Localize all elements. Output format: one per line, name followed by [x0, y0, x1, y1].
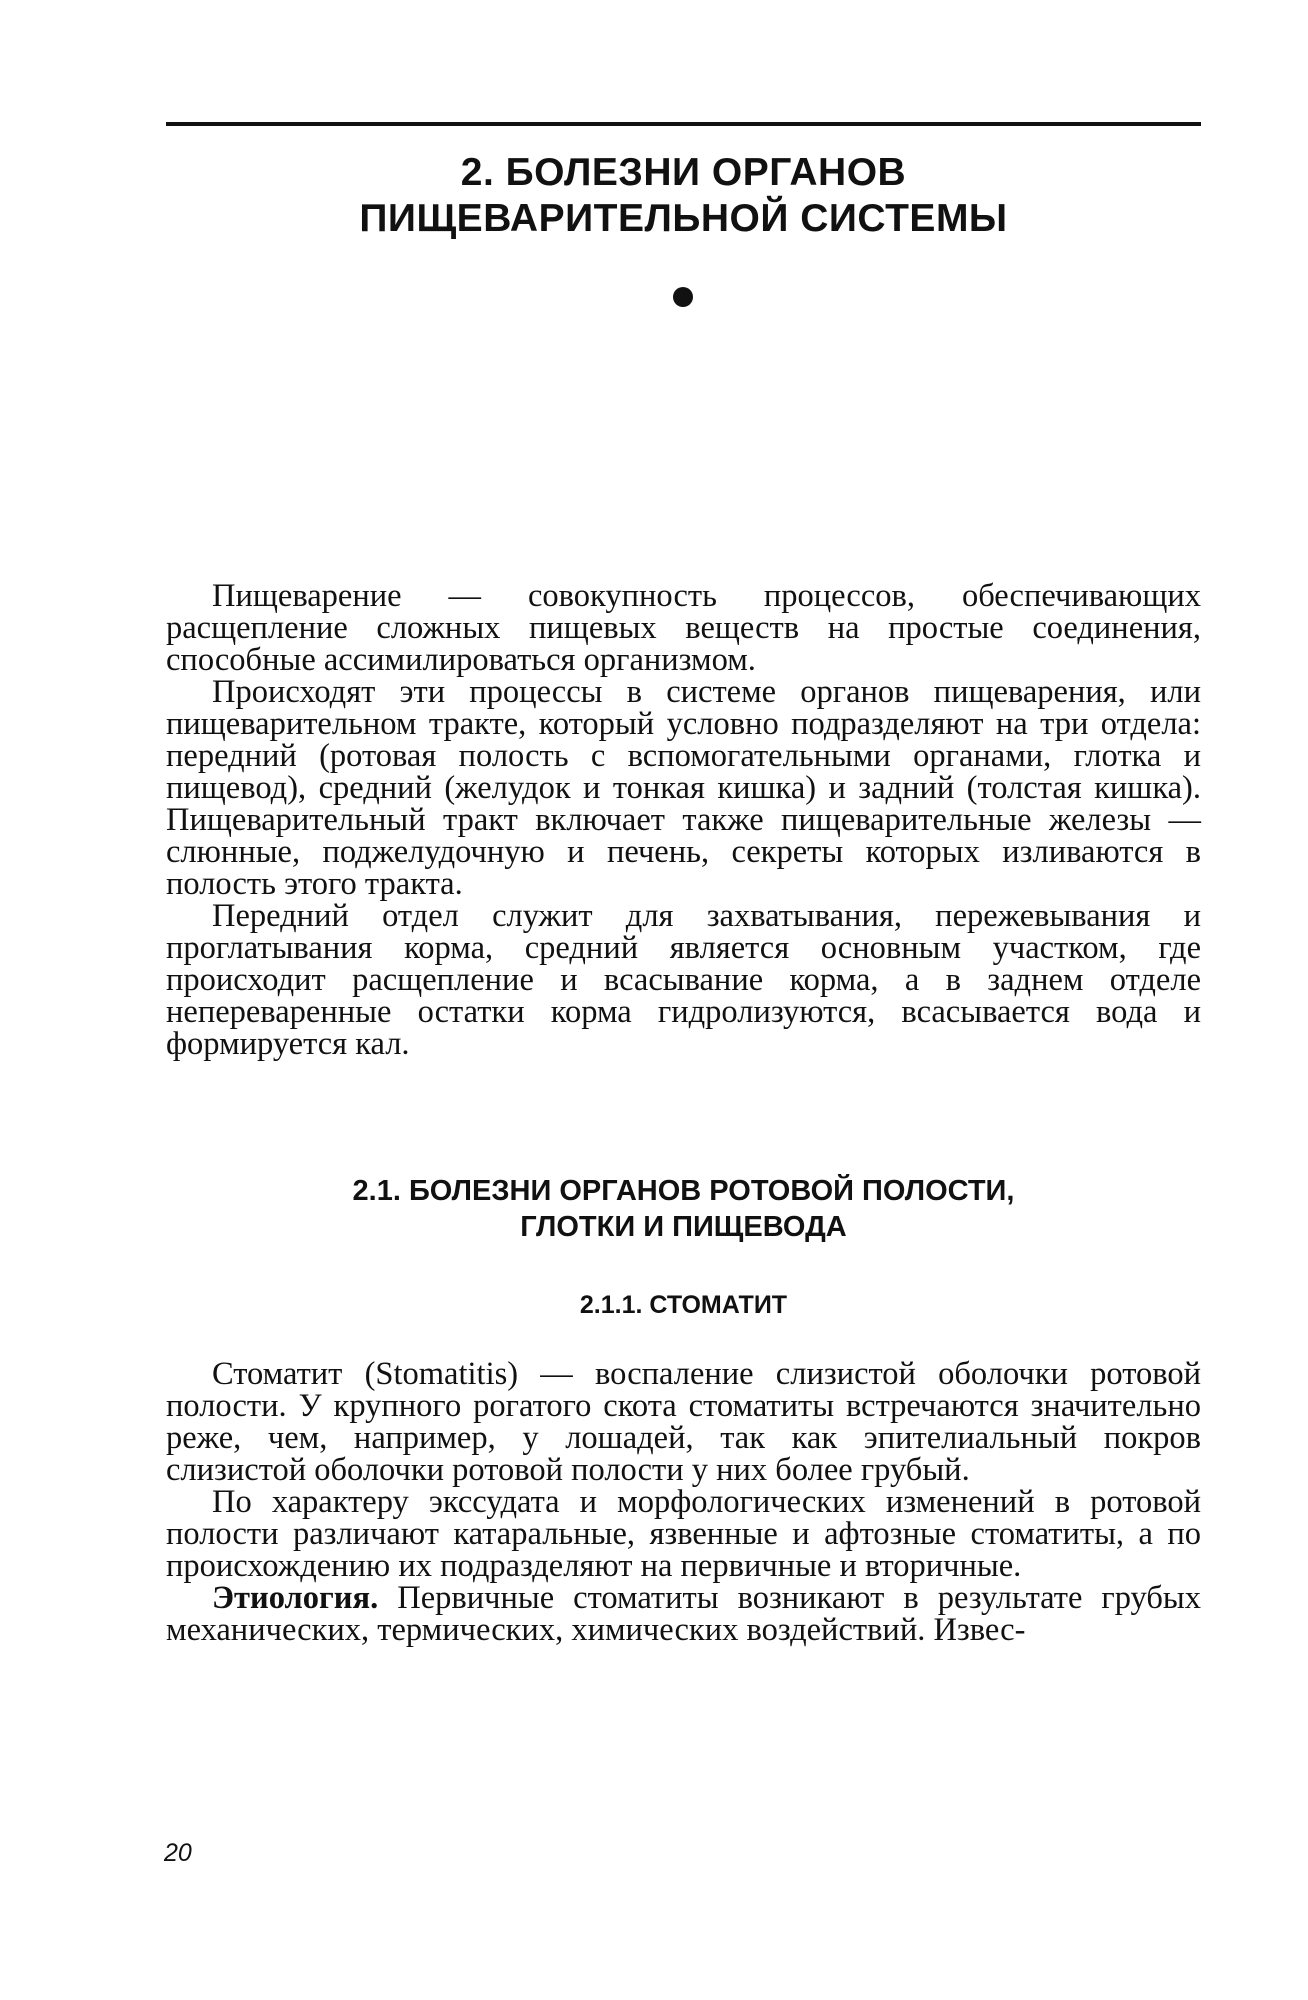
intro-paragraph-1: Пищеварение — совокупность процессов, обеспечивающих расщепление сложных пищевых веществ на простые соединения, способные ассимилироваться организмом.: [166, 578, 1201, 678]
subsection-title: 2.1.1. СТОМАТИТ: [579, 1291, 788, 1319]
intro-paragraph-2: Происходят эти процессы в системе органов пищеварения, или пищеварительном тракте, который условно подразделяют на три отдела: передний (ротовая полость с вспомогательными органами, глотка и пищевод), средний (желудок и тонкая кишка) и задний (толстая кишка). Пищеварительный тракт включает также пищеварительные железы — слюнные, поджелудочную и печень, секреты которых изливаются в полость этого тракта.: [166, 674, 1201, 902]
chapter-title: [166, 150, 1201, 242]
page-number: 20: [164, 1839, 192, 1867]
etiology-text: Первичные стоматиты возникают в результате грубых механических, термических, химических воздействий. Извес-: [166, 1580, 1201, 1648]
section-title-line-2: ГЛОТКИ И ПИЩЕВОДА: [520, 1211, 847, 1243]
intro-text: [166, 580, 1201, 1060]
chapter-title-line-2: ПИЩЕВАРИТЕЛЬНОЙ СИСТЕМЫ: [359, 197, 1008, 240]
top-rule: [166, 122, 1201, 126]
etiology-lead: Этиология.: [212, 1580, 379, 1616]
bullet-ornament: [673, 287, 693, 307]
stomatitis-text: [166, 1358, 1201, 1646]
section-title-line-1: 2.1. БОЛЕЗНИ ОРГАНОВ РОТОВОЙ ПОЛОСТИ,: [352, 1175, 1015, 1207]
stomatitis-paragraph-1: Стоматит (Stomatitis) — воспаление слизистой оболочки ротовой полости. У крупного рогатого скота стоматиты встречаются значительно реже, чем, например, у лошадей, так как эпителиальный покров слизистой оболочки ротовой полости у них более грубый.: [166, 1356, 1201, 1488]
section-title: [166, 1173, 1201, 1245]
stomatitis-paragraph-3: [166, 1582, 1201, 1646]
intro-paragraph-3: Передний отдел служит для захватывания, пережевывания и проглатывания корма, средний является основным участком, где происходит расщепление и всасывание корма, а в заднем отделе непереваренные остатки корма гидролизуются, всасывается вода и формируется кал.: [166, 898, 1201, 1062]
stomatitis-paragraph-2: По характеру экссудата и морфологических изменений в ротовой полости различают катаральные, язвенные и афтозные стоматиты, а по происхождению их подразделяют на первичные и вторичные.: [166, 1484, 1201, 1584]
chapter-title-line-1: 2. БОЛЕЗНИ ОРГАНОВ: [460, 151, 907, 194]
